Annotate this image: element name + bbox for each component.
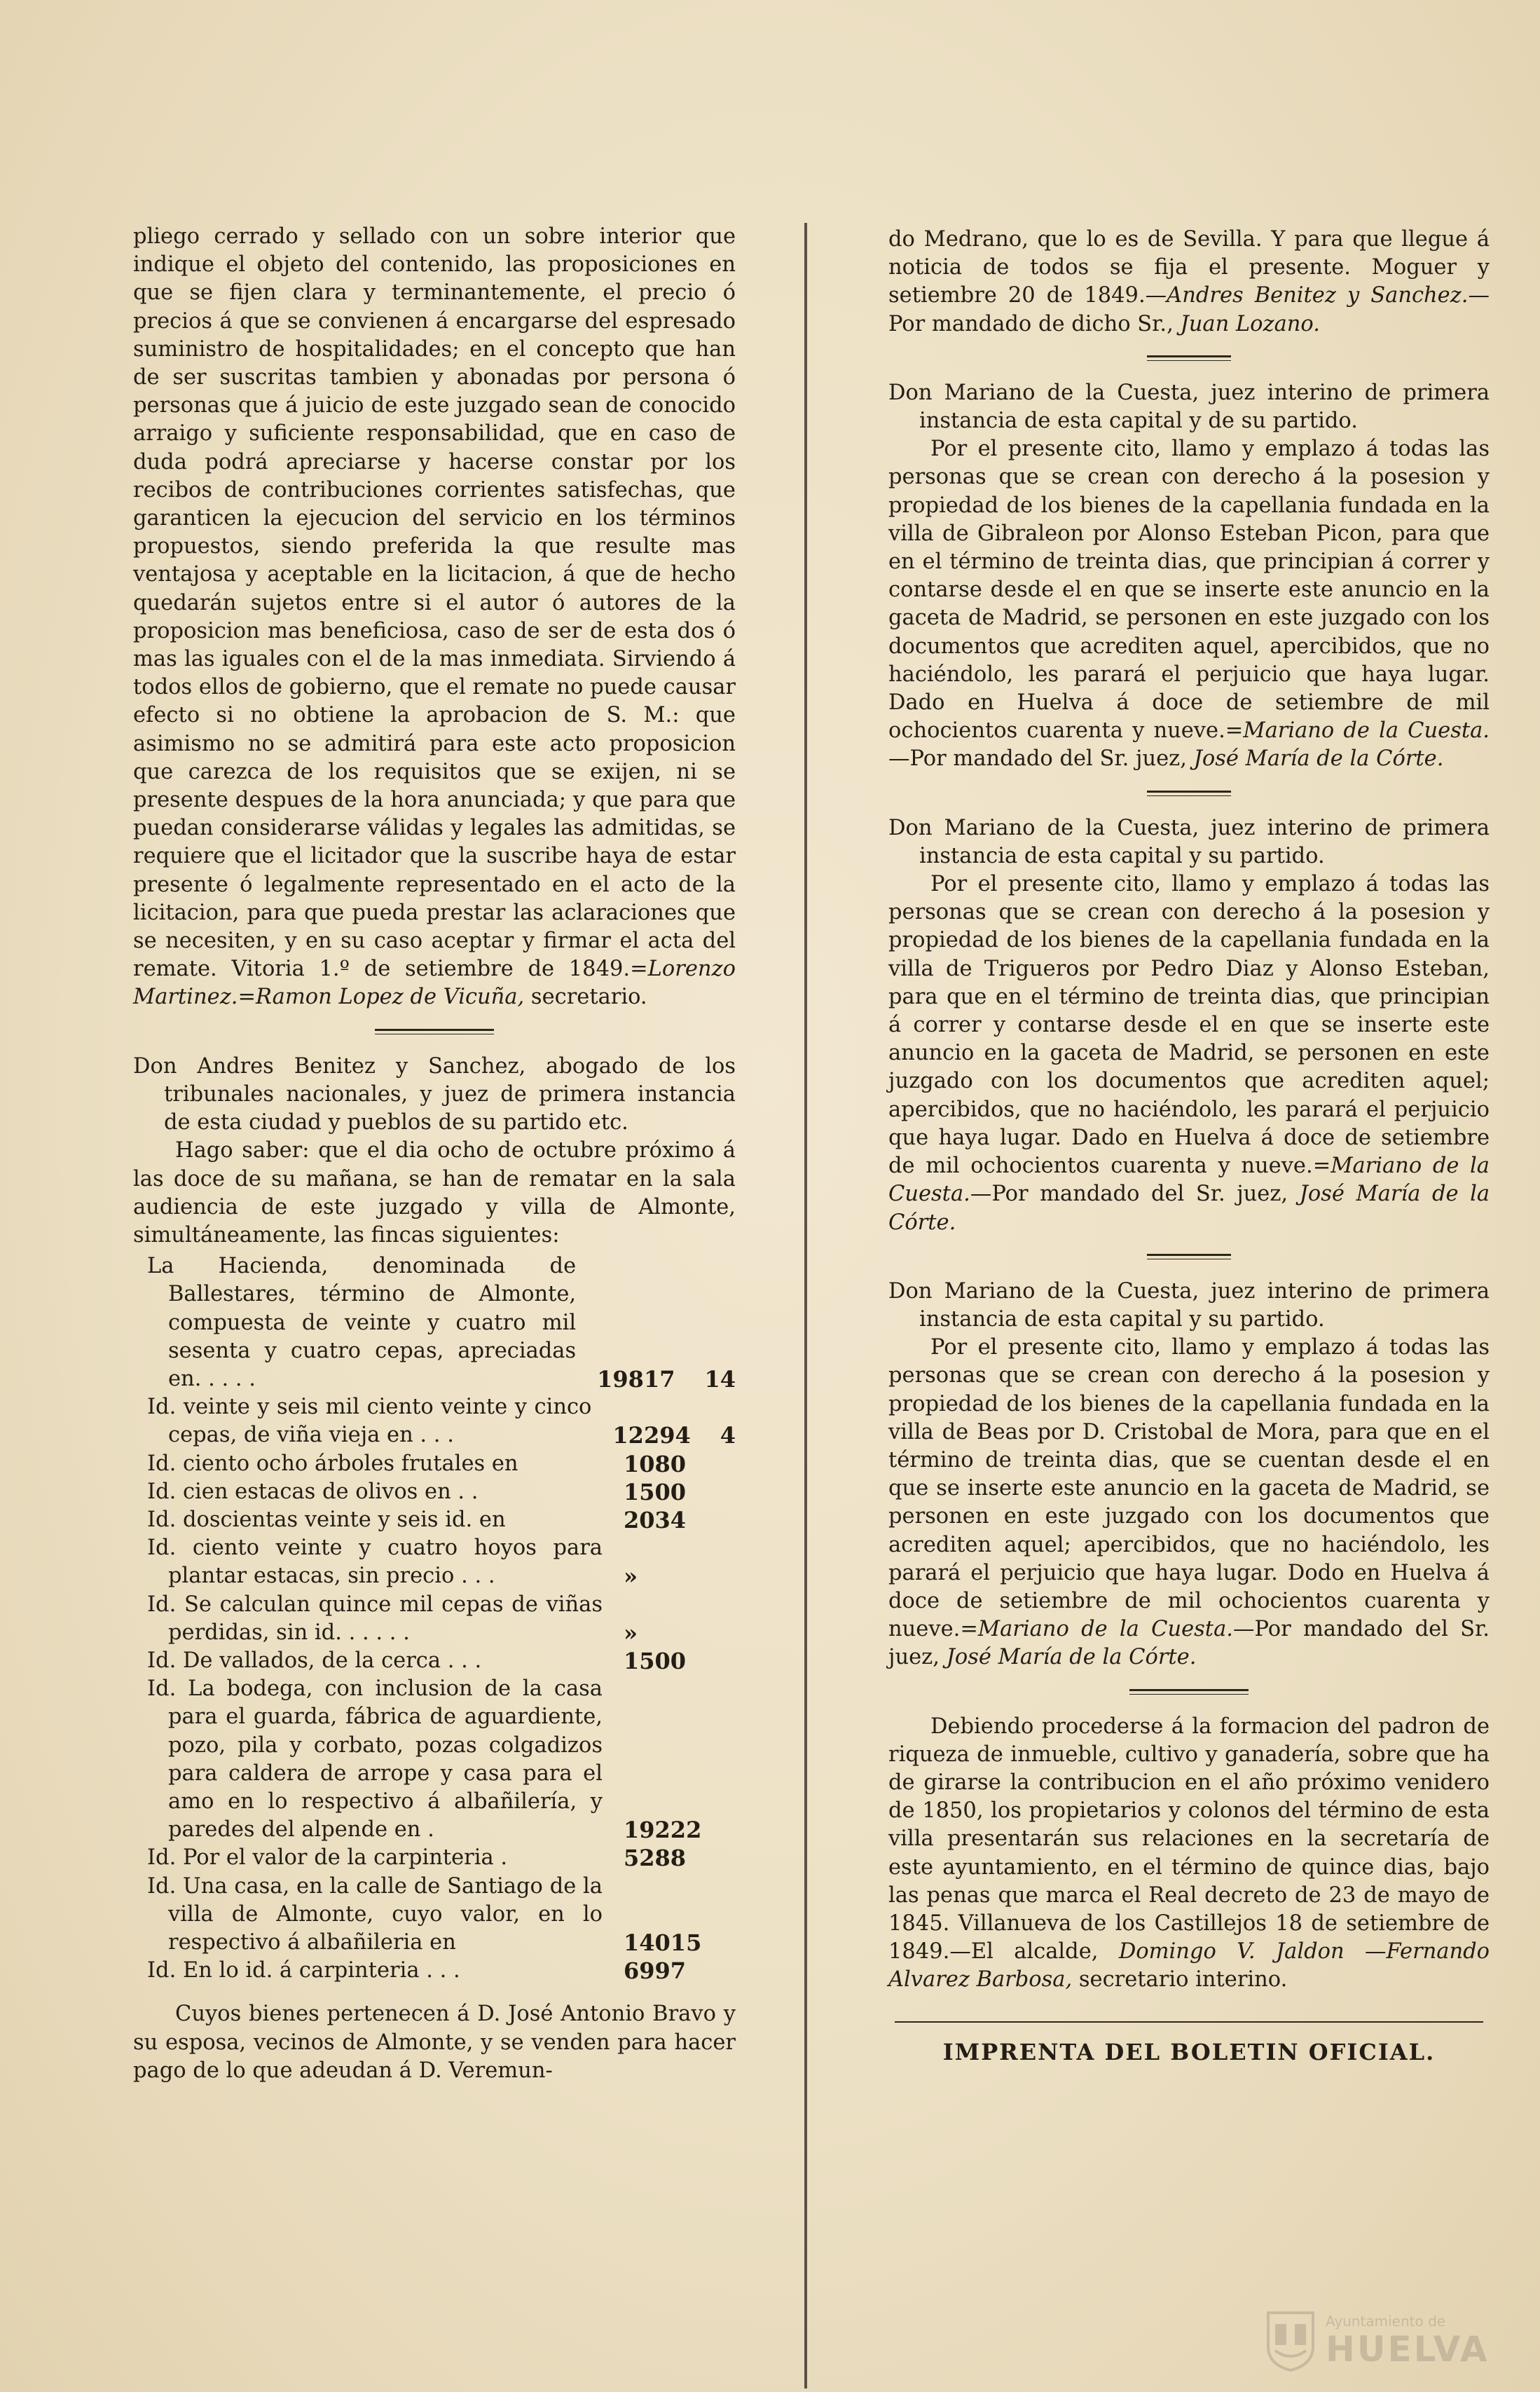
castillejos-signature-mayor: Domingo V. Jaldon [1118, 1939, 1345, 1964]
column-divider [804, 223, 807, 2388]
property-item [133, 1393, 736, 1449]
property-amount [603, 1506, 736, 1534]
property-amount-value: 1500 [624, 1647, 687, 1674]
castillejos-tax-notice [888, 1713, 1490, 1995]
property-amount [603, 1562, 736, 1590]
continuation-signature-judge: —Andres Benitez y Sanchez. [1145, 283, 1469, 308]
property-description: Id. Se calculan quince mil cepas de viñas perdidas, sin id. . . . . . [147, 1592, 603, 1645]
watermark-line1: Ayuntamiento de [1326, 2313, 1446, 2330]
property-description: Id. Por el valor de la carpinteria . [147, 1845, 508, 1871]
watermark-line2: HUELVA [1326, 2329, 1490, 2370]
property-amount [603, 1844, 736, 1872]
left-column [133, 223, 736, 2085]
city-seal-icon [1265, 2310, 1316, 2372]
hospital-supply-notice [133, 223, 736, 1012]
property-description: Id. En lo id. á carpinteria . . . [147, 1958, 460, 1983]
continuation-signature-clerk: Juan Lozano. [1180, 311, 1320, 336]
auction-notice-closing: Cuyos bienes pertenecen á D. José Antonio Bravo y su esposa, vecinos de Almonte, y se venden para hacer pago de lo que adeudan á D. Veremun- [133, 2002, 736, 2083]
hospital-supply-text: pliego cerrado y sellado con un sobre interior que indique el objeto del contenido, las proposiciones en que se fijen clara y terminantemente, el precio ó precios á que se convienen á encargarse del espresado suministro de hospitalidades; en el concepto que han de ser suscritas tambien y abonadas por persona ó personas que á juicio de este juzgado sean de conocido arraigo y suficiente responsabilidad, que en caso de duda podrá apreciarse y hacerse constar por los recibos de contribuciones corrientes satisfechas, que garanticen la ejecucion del servicio en los términos propuestos, siendo preferida la que resulte mas ventajosa y aceptable en la licitacion, á que de hecho quedarán sujetos entre si el autor ó autores de la proposicion mas beneficiosa, caso de ser de esta dos ó mas las iguales con el de la mas inmediata. Sirviendo á todos ellos de gobierno, que el remate no puede causar efecto si no obtiene la aprobacion de S. M.: que asimismo no se admitirá para este acto proposicion que carezca de los requisitos que se exijen, ni se presente despues de la hora anunciada; y que para que puedan considerarse válidas y legales las admitidas, se requiere que el licitador que la suscribe haya de estar presente ó legalmente representado en el acto de la licitacion, para que pueda prestar las aclaraciones que se necesiten, y en su caso aceptar y firmar el acta del remate. Vitoria 1.º de setiembre de 1849. [133, 224, 736, 982]
property-description: Id. ciento veinte y cuatro hoyos para plantar estacas, sin precio . . . [147, 1536, 603, 1589]
property-item [133, 1647, 736, 1675]
section-divider-rule [1147, 355, 1231, 361]
continuation-mandate: —Por mandado de dicho Sr., [888, 283, 1490, 336]
beas-notice-heading: Don Mariano de la Cuesta, juez interino de primera instancia de esta capital y su partido. [888, 1278, 1490, 1332]
gibraleon-signature-judge: =Mariano de la Cuesta. [1225, 718, 1490, 744]
archive-watermark [1265, 2306, 1518, 2376]
beas-mandate: —Por mandado del Sr. juez, [888, 1617, 1490, 1670]
property-amount [603, 1957, 736, 1985]
printer-imprint: IMPRENTA DEL BOLETIN OFICIAL. [942, 2038, 1436, 2065]
property-item [133, 1450, 736, 1478]
property-amount-value: 1080 [624, 1450, 687, 1477]
footer-rule [895, 2021, 1483, 2023]
property-amount [603, 1929, 736, 1957]
auction-notice-heading: Don Andres Benitez y Sanchez, abogado de los tribunales nacionales, y juez de primera instancia de esta ciudad y pueblos de su partido etc. [133, 1053, 736, 1135]
beas-signature-clerk: José María de la Córte. [946, 1645, 1197, 1670]
property-amount-cents: 14 [704, 1365, 736, 1393]
property-item [133, 1591, 736, 1647]
property-description: Id. cien estacas de olivos en . . [147, 1479, 479, 1504]
beas-signature-judge: =Mariano de la Cuesta. [960, 1617, 1233, 1642]
gibraleon-mandate: —Por mandado del Sr. juez, [888, 746, 1194, 772]
trigueros-notice-heading: Don Mariano de la Cuesta, juez interino de primera instancia de esta capital y su partido. [888, 815, 1490, 868]
property-item [133, 1506, 736, 1534]
property-amount [603, 1816, 736, 1844]
section-divider-rule [1147, 1254, 1231, 1259]
property-description: Id. De vallados, de la cerca . . . [147, 1648, 482, 1673]
property-description: La Hacienda, denominada de Ballestares, término de Almonte, compuesta de veinte y cuatro mil sesenta y cuatro cepas, apreciadas en. . . . . [147, 1254, 577, 1391]
property-amount [603, 1647, 736, 1675]
property-amount-value: 19222 [624, 1817, 702, 1844]
property-amount [603, 1478, 736, 1506]
property-description: Id. veinte y seis mil ciento veinte y cinco cepas, de viña vieja en . . . [147, 1395, 592, 1448]
trigueros-notice-body [888, 870, 1490, 1237]
gibraleon-signature-clerk: José María de la Córte. [1193, 746, 1444, 772]
castillejos-notice-text: Debiendo procederse á la formacion del padron de riqueza de inmueble, cultivo y ganadería, sobre que ha de girarse la contribucion en el año próximo venidero de 1850, los propietarios y colonos del término de esta villa presentarán sus relaciones en la secretaría de este ayuntamiento, en el término de quince dias, bajo las penas que marca el Real decreto de 23 de mayo de 1845. Villanueva de los Castillejos 18 de setiembre de 1849. [888, 1714, 1490, 1964]
property-amount-cents: 4 [720, 1422, 736, 1449]
right-column [888, 226, 1490, 2066]
property-list [133, 1252, 736, 1985]
property-amount-value: » [624, 1563, 638, 1590]
trigueros-signature-clerk: José María de la Córte. [888, 1182, 1490, 1235]
gibraleon-notice-heading: Don Mariano de la Cuesta, juez interino de primera instancia de esta capital y de su partido. [888, 380, 1490, 434]
trigueros-notice-text: Por el presente cito, llamo y emplazo á todas las personas que se crean con derecho á la posesion y propiedad de los bienes de la capellania fundada en la villa de Trigueros por Pedro Diaz y Alonso Esteban, para que en el término de treinta dias, que principian á correr y contarse desde el en que se inserte este anuncio en la gaceta de Madrid, se personen en este juzgado con los documentos que acrediten aquel; apercibidos, que no haciéndolo, les parará el perjuicio que haya lugar. Dado en Huelva á doce de setiembre de mil ochocientos cuarenta y nueve. [888, 872, 1490, 1179]
property-amount-value: 1500 [624, 1478, 687, 1505]
property-amount [603, 1450, 736, 1478]
hospital-supply-signatures: =Lorenzo Martinez.=Ramon Lopez de Vicuña, [133, 957, 736, 1010]
property-amount-value: » [624, 1619, 638, 1646]
property-amount-value: 19817 [597, 1365, 675, 1393]
property-item [133, 1844, 736, 1872]
castillejos-signature-secretary: Fernando Alvarez Barbosa, [888, 1939, 1490, 1993]
property-item [133, 1252, 736, 1393]
property-item [133, 1534, 736, 1590]
property-amount [576, 1365, 736, 1393]
beas-notice-body [888, 1334, 1490, 1672]
property-amount [591, 1421, 736, 1449]
trigueros-signature-judge: =Mariano de la Cuesta. [888, 1154, 1490, 1207]
property-description: Id. La bodega, con inclusion de la casa para el guarda, fábrica de aguardiente, pozo, pila y corbato, pozas colgadizos para caldera de arrope y casa para el amo en lo respectivo á albañilería, y paredes del alpende en . [147, 1676, 603, 1843]
section-divider-rule [1129, 1689, 1249, 1695]
castillejos-signature-separator: — [1344, 1939, 1387, 1964]
section-divider-rule [1147, 791, 1231, 796]
auction-notice-body: Hago saber: que el dia ocho de octubre próximo á las doce de su mañana, se han de rematar en la sala audiencia de este juzgado y villa de Almonte, simultáneamente, las fincas siguientes: [133, 1138, 736, 1248]
property-amount-value: 5288 [624, 1845, 687, 1872]
property-amount-value: 12294 [612, 1422, 691, 1449]
property-amount-value: 6997 [624, 1957, 687, 1985]
castillejos-secretary-label: secretario interino. [1072, 1967, 1288, 1993]
section-divider-rule [375, 1029, 494, 1034]
castillejos-mayor-label: —El alcalde, [949, 1939, 1119, 1964]
property-item [133, 1873, 736, 1957]
hospital-supply-tail: secretario. [524, 985, 647, 1010]
property-item [133, 1675, 736, 1844]
continuation-text: do Medrano, que lo es de Sevilla. Y para que llegue á noticia de todos se fija el presente. Moguer y setiembre 20 de 1849. [888, 227, 1490, 308]
property-item [133, 1478, 736, 1506]
watermark-text [1326, 2313, 1490, 2369]
property-amount-value: 14015 [624, 1929, 702, 1956]
trigueros-mandate: —Por mandado del Sr. juez, [970, 1182, 1300, 1207]
property-description: Id. Una casa, en la calle de Santiago de la villa de Almonte, cuyo valor, en lo respectivo á albañileria en [147, 1873, 603, 1955]
property-amount-value: 2034 [624, 1506, 687, 1533]
beas-notice-text: Por el presente cito, llamo y emplazo á todas las personas que se crean con derecho á la posesion y propiedad de los bienes de la capellania fundada en la villa de Beas por D. Cristobal de Mora, para que en el término de treinta dias, que se cuentan desde el en que se inserte este anuncio en la gaceta de Madrid, se personen en este juzgado con los documentos que acrediten aquel; apercibidos, que no haciéndolo, les parará el perjuicio que haya lugar. Dodo en Huelva á doce de setiembre de mil ochocientos cuarenta y nueve. [888, 1335, 1490, 1642]
gibraleon-notice-body [888, 435, 1490, 773]
property-item [133, 1957, 736, 1985]
property-description: Id. doscientas veinte y seis id. en [147, 1507, 506, 1532]
gibraleon-notice-text: Por el presente cito, llamo y emplazo á todas las personas que se crean con derecho á la posesion y propiedad de los bienes de la capellania fundada en la villa de Gibraleon por Alonso Esteban Picon, para que en el término de treinta dias, que principian á correr y contarse desde el en que se inserte este anuncio en la gaceta de Madrid, se personen en este juzgado con los documentos que acrediten aquel, apercibidos, que no haciéndolo, les parará el perjuicio que haya lugar. Dado en Huelva á doce de setiembre de mil ochocientos cuarenta y nueve. [888, 437, 1490, 744]
auction-notice-continuation [888, 226, 1490, 339]
property-description: Id. ciento ocho árboles frutales en [147, 1451, 518, 1476]
property-amount [603, 1619, 736, 1647]
